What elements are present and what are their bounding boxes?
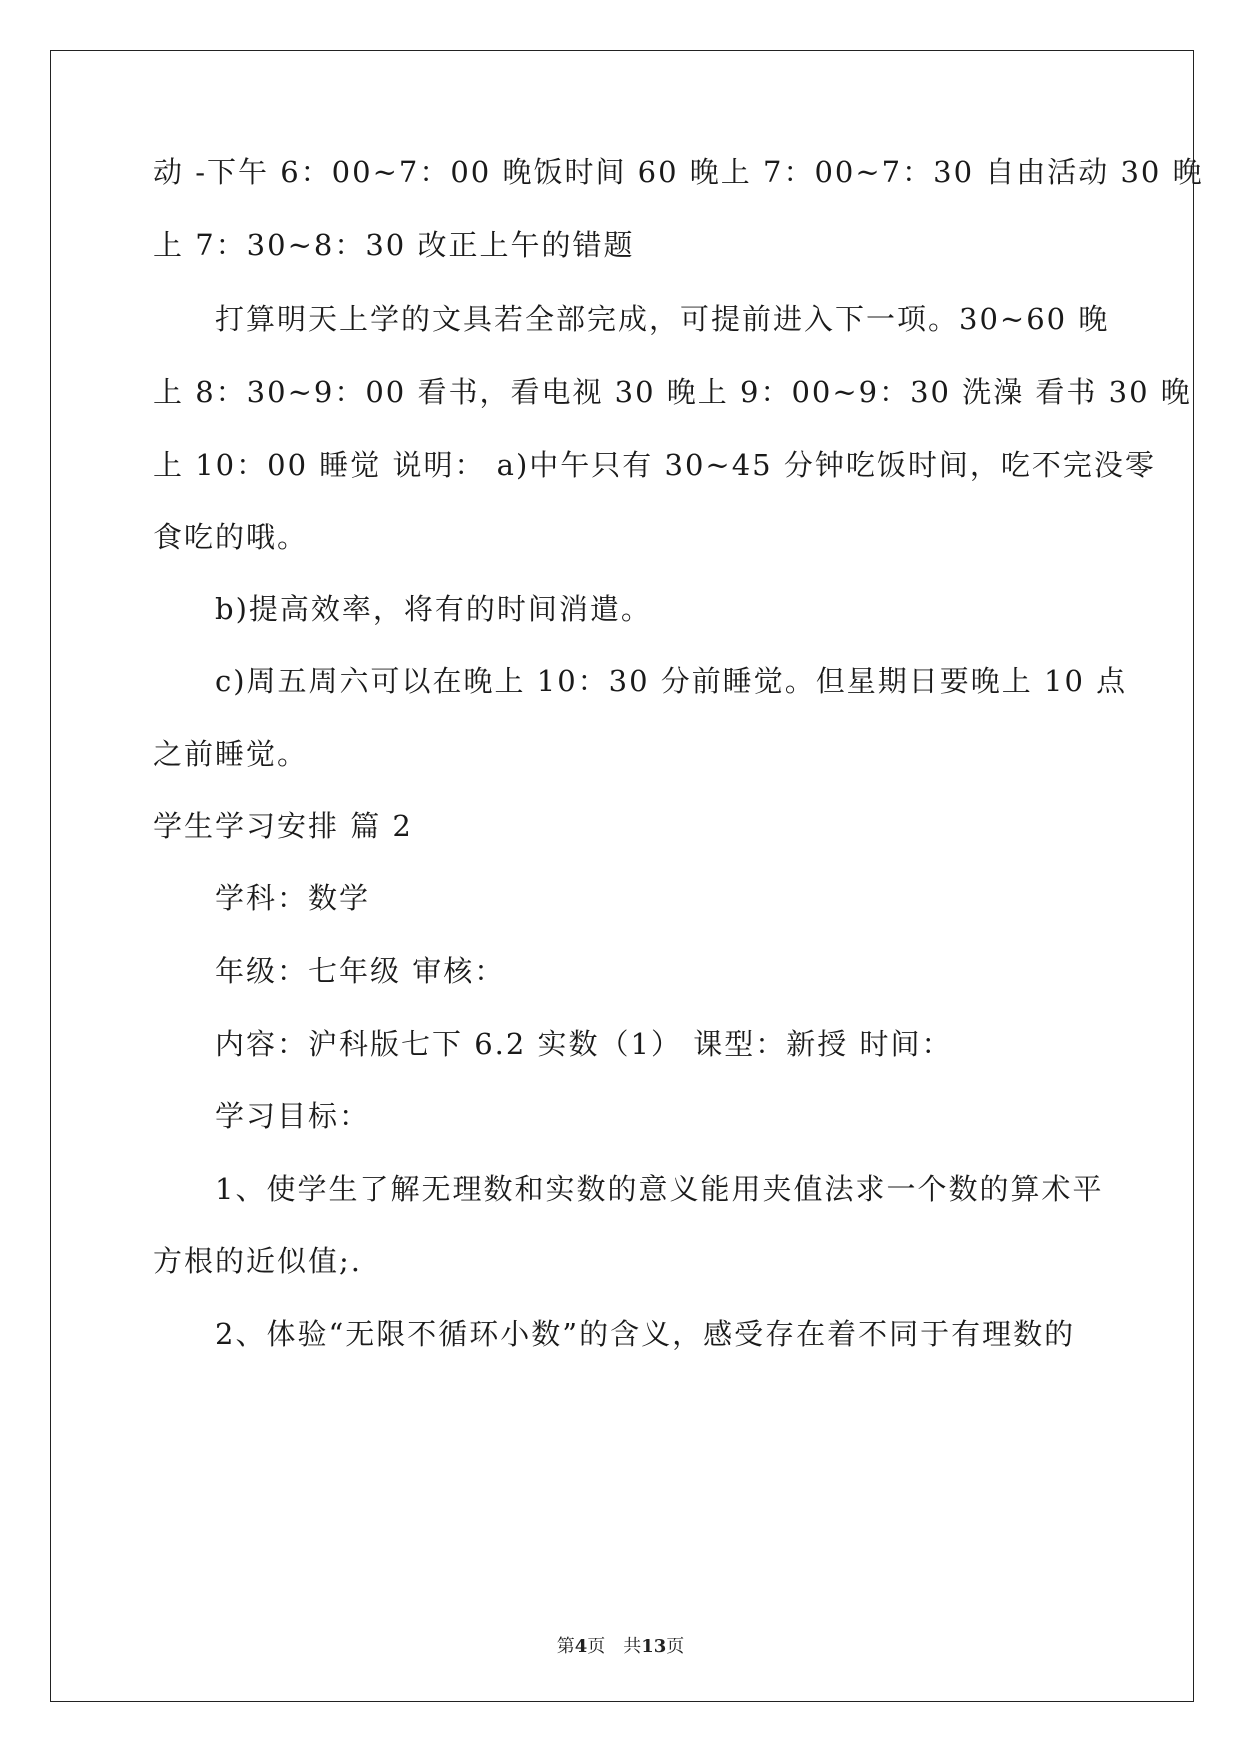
paragraph-line: 食吃的哦。 <box>153 520 309 554</box>
paragraph-line: 2、体验“无限不循环小数”的含义，感受存在着不同于有理数的 <box>215 1317 1076 1351</box>
paragraph-line: 打算明天上学的文具若全部完成，可提前进入下一项。30~60 晚 <box>215 302 1110 336</box>
paragraph-line: 年级：七年级 审核： <box>215 954 506 988</box>
total-pages: 13 <box>641 1636 667 1657</box>
page-footer <box>0 1632 1241 1658</box>
section-heading: 学生学习安排 篇 2 <box>153 809 413 843</box>
paragraph-line: 上 8：30~9：00 看书，看电视 30 晚上 9：00~9：30 洗澡 看书 30 晚 <box>153 375 1192 409</box>
footer-suffix: 页 <box>666 1636 685 1657</box>
paragraph-line: 之前睡觉。 <box>153 737 309 771</box>
paragraph-line: b)提高效率，将有的时间消遣。 <box>215 592 652 626</box>
paragraph-line: c)周五周六可以在晚上 10：30 分前睡觉。但星期日要晚上 10 点 <box>215 664 1128 698</box>
footer-mid: 页 共 <box>587 1636 642 1657</box>
footer-prefix: 第 <box>556 1636 575 1657</box>
paragraph-line: 上 7：30~8：30 改正上午的错题 <box>153 228 635 262</box>
paragraph-line: 学习目标： <box>215 1099 371 1133</box>
paragraph-line: 方根的近似值;. <box>153 1244 362 1278</box>
paragraph-line: 动 -下午 6：00~7：00 晚饭时间 60 晚上 7：00~7：30 自由活动 30 晚 <box>153 155 1204 189</box>
paragraph-line: 内容：沪科版七下 6.2 实数（1） 课型：新授 时间： <box>215 1027 953 1061</box>
page-number: 4 <box>574 1636 588 1657</box>
paragraph-line: 学科：数学 <box>215 881 371 915</box>
page-border <box>50 50 1194 1702</box>
paragraph-line: 上 10：00 睡觉 说明： a)中午只有 30~45 分钟吃饭时间，吃不完没零 <box>153 448 1156 482</box>
paragraph-line: 1、使学生了解无理数和实数的意义能用夹值法求一个数的算术平 <box>215 1172 1104 1206</box>
